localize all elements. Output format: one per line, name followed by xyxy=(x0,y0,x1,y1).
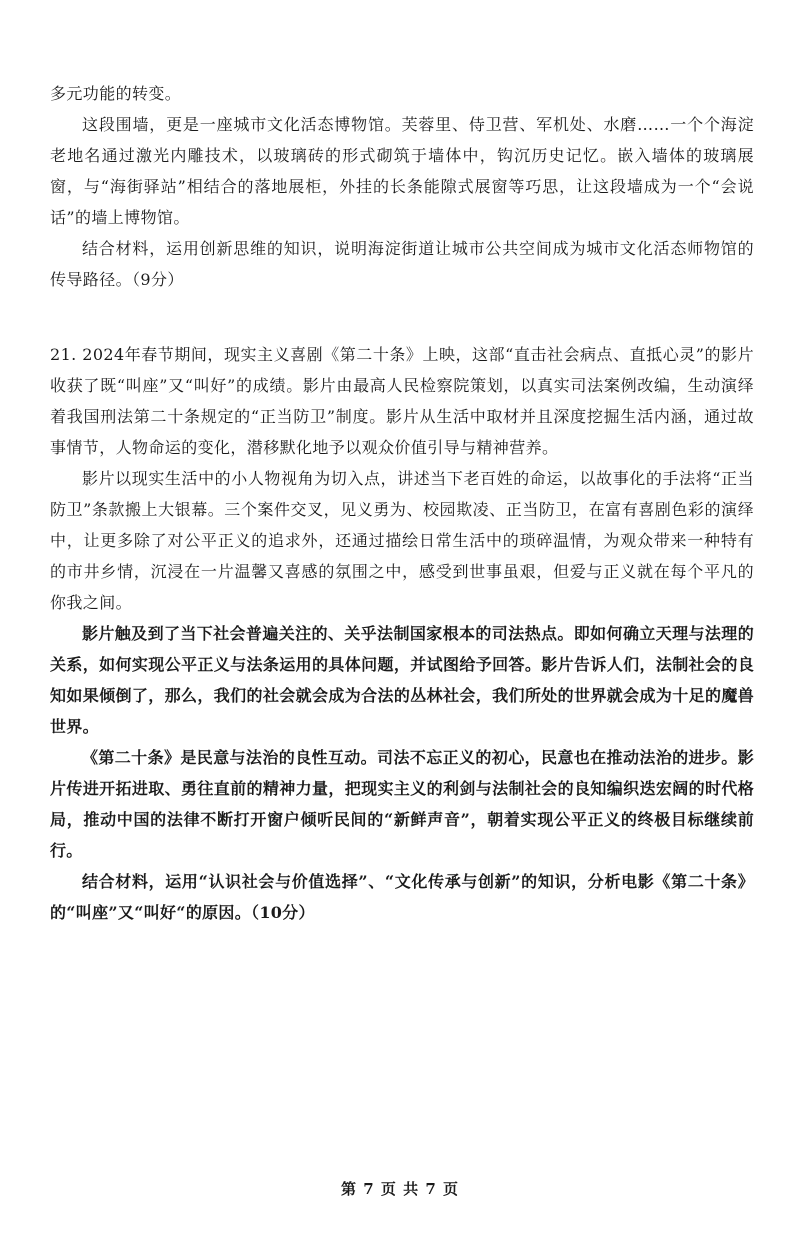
section21-intro: 21. 2024年春节期间，现实主义喜剧《第二十条》上映，这部“直击社会病点、直抵心灵”的影片收获了既“叫座”又“叫好”的成绩。影片由最高人民检察院策划，以真实司法案例改编，生动演绎着我国刑法第二十条规定的“正当防卫”制度。影片从生活中取材并且深度挖掘生活内涵，通过故事情节，人物命运的变化，潜移默化地予以观众价值引导与精神营养。 xyxy=(50,345,754,457)
section20-continuation: 多元功能的转变。 xyxy=(50,84,182,103)
section21-paragraph-4: 《第二十条》是民意与法治的良性互动。司法不忘正义的初心，民意也在推动法治的进步。影片传进开拓进取、勇往直前的精神力量，把现实主义的利剑与法制社会的良知编织迭宏阔的时代格局，推动中国的法律不断打开窗户倾听民间的“新鲜声音”，朝着实现公平正义的终极目标继续前行。 xyxy=(50,748,754,860)
page-number-footer: 第 7 页 共 7 页 xyxy=(341,1180,459,1198)
section21-question: 结合材料，运用“认识社会与价值选择”、“文化传承与创新”的知识，分析电影《第二十条》的“叫座”又“叫好“的原因。（10分） xyxy=(50,872,754,922)
section21-paragraph-3: 影片触及到了当下社会普遍关注的、关乎法制国家根本的司法热点。即如何确立天理与法理的关系，如何实现公平正义与法条运用的具体问题，并试图给予回答。影片告诉人们，法制社会的良知如果倾倒了，那么，我们的社会就会成为合法的丛林社会，我们所处的世界就会成为十足的魔兽世界。 xyxy=(50,624,754,736)
section20-question: 结合材料，运用创新思维的知识，说明海淀街道让城市公共空间成为城市文化活态师物馆的传导路径。（9分） xyxy=(50,239,754,289)
section21-paragraph-2: 影片以现实生活中的小人物视角为切入点，讲述当下老百姓的命运，以故事化的手法将“正当防卫”条款搬上大银幕。三个案件交叉，见义勇为、校园欺凌、正当防卫，在富有喜剧色彩的演绎中，让更多除了对公平正义的追求外，还通过描绘日常生活中的琐碎温情，为观众带来一种特有的市井乡情，沉浸在一片温馨又喜感的氛围之中，感受到世事虽艰，但爱与正义就在每个平凡的你我之间。 xyxy=(50,469,754,612)
section20-material-paragraph: 这段围墙，更是一座城市文化活态博物馆。芙蓉里、侍卫营、军机处、水磨……一个个海淀老地名通过激光内雕技术，以玻璃砖的形式砌筑于墙体中，钩沉历史记忆。嵌入墙体的玻璃展窗，与“海街驿站”相结合的落地展柜，外挂的长条能隙式展窗等巧思，让这段墙成为一个“会说话”的墙上博物馆。 xyxy=(50,115,754,227)
section-spacer xyxy=(50,295,754,339)
